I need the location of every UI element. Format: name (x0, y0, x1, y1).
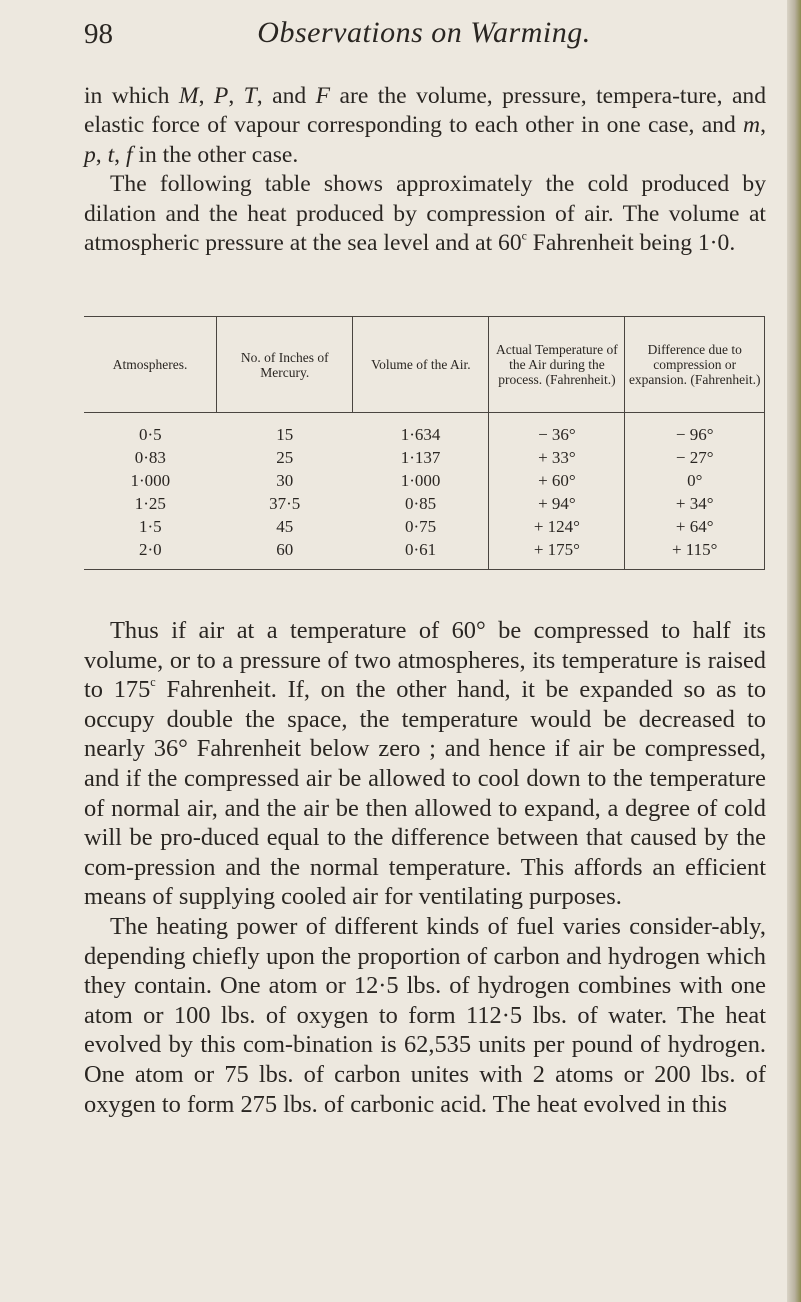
page-header (84, 14, 764, 58)
text-block-top (84, 82, 766, 258)
table-cell: 2·0 (139, 539, 162, 559)
header-difference: Difference due to compression or expansion. (Fahrenheit.) (625, 317, 765, 413)
table-cell: + 60° (489, 469, 625, 492)
paragraph-4: The heating power of different kinds of fuel varies consider-ably, depending chiefly upon the proportion of carbon and hydrogen which they contain. One atom or 12·5 lbs. of hydrogen combines with one atom or 100 lbs. of oxygen to form 112·5 lbs. of water. The heat evolved by this com-bination is 62,535 units per pound of hydrogen. One atom or 75 lbs. of carbon unites with 2 atoms or 200 lbs. of oxygen to form 275 lbs. of carbonic acid. The heat evolved in this (84, 912, 766, 1118)
table-cell: 1·000 (400, 470, 441, 490)
table-cell: 1·137 (400, 447, 441, 467)
table-cell: 45 (276, 516, 294, 536)
table-cell: 1·5 (139, 516, 162, 536)
table-cell: + 64° (625, 515, 765, 538)
table-cell: 0·85 (404, 493, 437, 513)
running-title: Observations on Warming. (257, 16, 591, 49)
table-cell: 1·000 (130, 470, 171, 490)
header-inches-mercury: No. of Inches of Mercury. (217, 317, 353, 413)
table-row (84, 446, 765, 469)
table-header-row (84, 317, 765, 413)
table-row (84, 538, 765, 570)
table-cell: 0·83 (134, 447, 166, 467)
table-cell: + 175° (489, 538, 625, 570)
table-cell: − 27° (625, 446, 765, 469)
table-cell: + 33° (489, 446, 625, 469)
table-cell: 0·75 (404, 516, 437, 536)
header-atmospheres: Atmospheres. (84, 317, 217, 413)
table-cell: 0·61 (404, 539, 437, 559)
table-cell: 60 (276, 539, 294, 559)
table-cell: + 124° (489, 515, 625, 538)
paragraph-3: Thus if air at a temperature of 60° be compressed to half its volume, or to a pressure of two atmospheres, its temperature is raised to 175$^c$ Fahrenheit. If, on the other hand, it be expanded so as to occupy double the space, the temperature would be decreased to nearly 36° Fahrenheit below zero ; and hence if air be compressed, and if the compressed air be allowed to cool down to the temperature of normal air, and the air be then allowed to expand, a degree of cold will be pro-duced equal to the difference between that caused by the com-pression and the normal temperature. This affords an efficient means of supplying cooled air for ventilating purposes. (84, 617, 767, 911)
table-row (84, 469, 765, 492)
table-row (84, 413, 765, 447)
table-cell: − 96° (625, 413, 765, 447)
text-block-bottom (84, 616, 766, 1119)
table-cell: + 115° (625, 538, 765, 570)
paragraph-1: in which M, P, T, and F are the volume, pressure, tempera-ture, and elastic force of vapour corresponding to each other in one case, and m, p, t, f in the other case. (84, 83, 767, 168)
table-cell: 0·5 (139, 424, 162, 444)
table-cell: 37·5 (269, 493, 301, 513)
table-cell: 1·25 (134, 493, 166, 513)
table-cell: + 94° (489, 492, 625, 515)
page-edge (787, 0, 801, 1302)
table-cell: 25 (276, 447, 294, 467)
table-cell: 15 (276, 424, 294, 444)
table-cell: 30 (276, 470, 294, 490)
table-cell: + 34° (625, 492, 765, 515)
page-number: 98 (84, 18, 113, 50)
header-volume: Volume of the Air. (353, 317, 489, 413)
table-cell: − 36° (489, 413, 625, 447)
table-row (84, 515, 765, 538)
compression-table (84, 316, 765, 570)
table-cell: 0° (625, 469, 765, 492)
table-row (84, 492, 765, 515)
header-actual-temperature: Actual Temperature of the Air during the process. (Fahrenheit.) (489, 317, 625, 413)
paragraph-2: The following table shows approximately the cold produced by dilation and the heat produced by compression of air. The volume at atmospheric pressure at the sea level and at 60$^c$ Fahrenheit being 1·0. (84, 171, 766, 257)
table-cell: 1·634 (400, 424, 441, 444)
